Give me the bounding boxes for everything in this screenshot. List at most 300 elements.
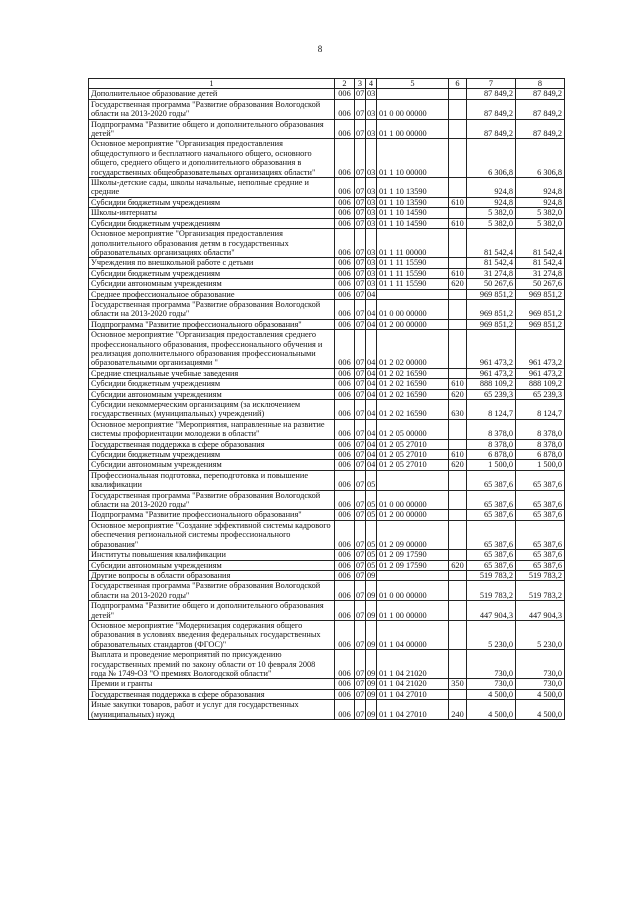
- table-row: [89, 550, 565, 560]
- cell-c7: 31 274,8: [467, 268, 516, 278]
- table-row: [89, 620, 565, 649]
- cell-c5: [377, 470, 449, 490]
- cell-c4: 03: [366, 99, 377, 119]
- table-row: [89, 330, 565, 369]
- cell-c4: 09: [366, 601, 377, 621]
- cell-c3: 07: [355, 700, 366, 720]
- cell-c7: 5 382,0: [467, 218, 516, 228]
- cell-c6: [449, 119, 467, 139]
- table-row: [89, 89, 565, 99]
- cell-c8: 6 878,0: [516, 450, 565, 460]
- cell-name: Основное мероприятие "Мероприятия, направленные на развитие системы профориентации молодежи в области": [89, 419, 335, 439]
- budget-table: [88, 78, 565, 720]
- cell-c7: 519 783,2: [467, 570, 516, 580]
- cell-c6: [449, 490, 467, 510]
- cell-c3: 07: [355, 470, 366, 490]
- cell-c2: 006: [335, 99, 355, 119]
- cell-c3: 07: [355, 400, 366, 420]
- cell-c5: 01 1 04 21020: [377, 679, 449, 689]
- cell-c3: 07: [356, 218, 365, 228]
- cell-c2: 006: [335, 139, 355, 178]
- cell-c8: 65 387,6: [516, 560, 565, 570]
- cell-c4: 05: [366, 520, 377, 549]
- cell-c3: 07: [356, 289, 365, 299]
- cell-c5: 01 2 02 16590: [377, 400, 449, 420]
- cell-c7: 87 849,2: [467, 99, 516, 119]
- cell-c2: 006: [335, 89, 355, 99]
- cell-c4: 04: [367, 450, 376, 460]
- cell-c7: 65 239,3: [467, 389, 516, 399]
- cell-c3: 07: [355, 229, 366, 258]
- cell-c8: 924,8: [516, 178, 565, 198]
- cell-c2: 006: [335, 520, 355, 549]
- cell-name: Основное мероприятие "Создание эффективной системы кадрового обеспечения региональной системы профессионального образования": [89, 520, 335, 549]
- cell-c2: 006: [335, 510, 355, 520]
- cell-c8: 65 387,6: [516, 470, 565, 490]
- cell-c4: 09: [367, 689, 376, 699]
- cell-c4: 03: [367, 268, 376, 278]
- cell-c3: 07: [356, 268, 365, 278]
- cell-c8: 730,0: [516, 650, 565, 679]
- cell-c6: [449, 229, 467, 258]
- cell-c8: 730,0: [516, 679, 565, 689]
- cell-c7: 5 230,0: [467, 620, 516, 649]
- cell-c7: 8 378,0: [467, 419, 516, 439]
- cell-name: Субсидии некоммерческим организациям (за исключением государственных (муниципальных) учреждений): [89, 400, 335, 420]
- cell-c3: 07: [356, 689, 365, 699]
- cell-c8: 961 473,2: [516, 330, 565, 369]
- table-body: [89, 89, 565, 720]
- cell-c7: 65 387,6: [467, 470, 516, 490]
- cell-c5: 01 2 05 27010: [377, 460, 449, 470]
- cell-c8: 87 849,2: [516, 119, 565, 139]
- cell-name: Профессиональная подготовка, переподготовка и повышение квалификации: [89, 470, 335, 490]
- table-row: [89, 450, 565, 460]
- cell-c7: 8 378,0: [467, 439, 516, 449]
- cell-c7: 519 783,2: [467, 581, 516, 601]
- cell-c3: 07: [355, 139, 366, 178]
- cell-c3: 07: [355, 99, 366, 119]
- cell-name: Основное мероприятие "Организация предоставления общедоступного и бесплатного начального общего, основного общего, среднего общего и дополнительного образования в государственных общеобразовательных организациях области": [89, 139, 335, 178]
- cell-c2: 006: [335, 581, 355, 601]
- cell-c8: 924,8: [516, 197, 565, 207]
- cell-name: Подпрограмма "Развитие общего и дополнительного образования детей": [89, 119, 335, 139]
- cell-c6: 620: [449, 560, 467, 570]
- cell-c5: 01 1 11 15590: [377, 258, 449, 268]
- cell-c5: 01 2 00 00000: [377, 319, 449, 329]
- table-row: [89, 268, 565, 278]
- cell-c4: 03: [367, 218, 376, 228]
- cell-c6: [449, 650, 467, 679]
- cell-c8: 519 783,2: [516, 570, 565, 580]
- cell-c8: 65 387,6: [516, 510, 565, 520]
- cell-c4: 09: [366, 650, 377, 679]
- table-row: [89, 119, 565, 139]
- cell-c2: 006: [335, 119, 355, 139]
- cell-c2: 006: [335, 460, 355, 470]
- cell-c7: 961 473,2: [467, 368, 516, 378]
- cell-c7: 4 500,0: [467, 689, 516, 699]
- table-row: [89, 400, 565, 420]
- cell-c4: 04: [366, 419, 377, 439]
- cell-c6: 350: [449, 679, 467, 689]
- cell-c8: 969 851,2: [516, 289, 565, 299]
- cell-name: Государственная поддержка в сфере образования: [89, 689, 335, 699]
- header-cell: 5: [377, 79, 449, 89]
- cell-name: Субсидии бюджетным учреждениям: [89, 268, 335, 278]
- cell-c4: 03: [367, 89, 376, 99]
- cell-c4: 03: [366, 119, 377, 139]
- cell-c7: 8 124,7: [467, 400, 516, 420]
- cell-c6: [449, 510, 467, 520]
- cell-c3: 07: [356, 197, 365, 207]
- cell-c7: 447 904,3: [467, 601, 516, 621]
- cell-c7: 969 851,2: [467, 289, 516, 299]
- cell-name: Институты повышения квалификации: [89, 550, 335, 560]
- table-row: [89, 218, 565, 228]
- cell-c3: 07: [355, 650, 366, 679]
- cell-c5: 01 0 00 00000: [377, 299, 449, 319]
- cell-name: Государственная программа "Развитие образования Вологодской области на 2013-2020 годы": [89, 299, 335, 319]
- cell-c3: 07: [356, 570, 365, 580]
- cell-c8: 65 387,6: [516, 490, 565, 510]
- cell-c2: 006: [335, 299, 355, 319]
- table-row: [89, 289, 565, 299]
- cell-c6: [449, 689, 467, 699]
- cell-c5: 01 1 04 21020: [377, 650, 449, 679]
- cell-c5: 01 1 10 00000: [377, 139, 449, 178]
- cell-c8: 969 851,2: [516, 319, 565, 329]
- table-row: [89, 700, 565, 720]
- cell-c3: 07: [355, 601, 366, 621]
- table-row: [89, 689, 565, 699]
- cell-c6: [449, 99, 467, 119]
- cell-c4: 04: [367, 439, 376, 449]
- cell-c7: 961 473,2: [467, 330, 516, 369]
- cell-c4: 04: [367, 389, 376, 399]
- cell-c8: 969 851,2: [516, 299, 565, 319]
- cell-c3: 07: [356, 679, 365, 689]
- cell-c2: 006: [335, 197, 355, 207]
- cell-c7: 924,8: [467, 178, 516, 198]
- page-number: 8: [317, 44, 323, 54]
- cell-c4: 09: [367, 570, 376, 580]
- cell-c4: 09: [366, 620, 377, 649]
- cell-c6: [449, 439, 467, 449]
- cell-c6: 240: [449, 700, 467, 720]
- cell-c5: 01 2 09 00000: [377, 520, 449, 549]
- cell-c6: [449, 620, 467, 649]
- cell-c5: 01 1 10 14590: [377, 218, 449, 228]
- cell-c8: 81 542,4: [516, 258, 565, 268]
- header-cell: 1: [89, 79, 335, 89]
- cell-c4: 03: [367, 258, 376, 268]
- cell-c2: 006: [335, 560, 355, 570]
- cell-c2: 006: [335, 550, 355, 560]
- cell-c4: 03: [366, 139, 377, 178]
- table-row: [89, 99, 565, 119]
- cell-c3: 07: [355, 581, 366, 601]
- cell-c7: 81 542,4: [467, 229, 516, 258]
- cell-c2: 006: [335, 379, 355, 389]
- cell-c5: 01 1 10 13590: [377, 197, 449, 207]
- cell-c2: 006: [335, 470, 355, 490]
- cell-c8: 1 500,0: [516, 460, 565, 470]
- cell-c3: 07: [356, 258, 365, 268]
- cell-c7: 6 878,0: [467, 450, 516, 460]
- table-row: [89, 581, 565, 601]
- cell-name: Субсидии бюджетным учреждениям: [89, 379, 335, 389]
- cell-c4: 04: [367, 379, 376, 389]
- cell-c3: 07: [356, 89, 365, 99]
- cell-c8: 5 382,0: [516, 208, 565, 218]
- cell-name: Основное мероприятие "Модернизация содержания общего образования в условиях введения федеральных государственных образовательных стандартов (ФГОС)": [89, 620, 335, 649]
- cell-name: Субсидии бюджетным учреждениям: [89, 218, 335, 228]
- cell-c6: 610: [449, 197, 467, 207]
- cell-c8: 4 500,0: [516, 689, 565, 699]
- cell-c8: 8 378,0: [516, 419, 565, 439]
- cell-c6: [449, 550, 467, 560]
- cell-c3: 07: [355, 520, 366, 549]
- cell-name: Субсидии бюджетным учреждениям: [89, 197, 335, 207]
- cell-c5: 01 1 04 00000: [377, 620, 449, 649]
- cell-c8: 447 904,3: [516, 601, 565, 621]
- cell-c3: 07: [356, 560, 365, 570]
- cell-c5: 01 0 00 00000: [377, 490, 449, 510]
- cell-name: Основное мероприятие "Организация предоставления среднего профессионального образования, профессионального обучения и реализация дополнительного образования профессиональными образовательными организациями ": [89, 330, 335, 369]
- header-cell: 4: [366, 79, 377, 89]
- table-row: [89, 389, 565, 399]
- cell-c6: 610: [449, 268, 467, 278]
- table-row: [89, 601, 565, 621]
- cell-c5: 01 1 10 14590: [377, 208, 449, 218]
- cell-c8: 50 267,6: [516, 279, 565, 289]
- cell-c6: [449, 299, 467, 319]
- cell-name: Иные закупки товаров, работ и услуг для государственных (муниципальных) нужд: [89, 700, 335, 720]
- header-cell: 2: [335, 79, 355, 89]
- cell-name: Государственная программа "Развитие образования Вологодской области на 2013-2020 годы": [89, 490, 335, 510]
- cell-c7: 4 500,0: [467, 700, 516, 720]
- table-row: [89, 679, 565, 689]
- cell-c5: 01 1 11 15590: [377, 279, 449, 289]
- cell-c4: 03: [366, 229, 377, 258]
- cell-c3: 07: [355, 119, 366, 139]
- cell-c2: 006: [335, 620, 355, 649]
- cell-c6: [449, 368, 467, 378]
- cell-c5: 01 2 09 17590: [377, 560, 449, 570]
- cell-c4: 03: [367, 197, 376, 207]
- cell-c8: 888 109,2: [516, 379, 565, 389]
- cell-name: Основное мероприятие "Организация предоставления дополнительного образования детям в государственных образовательных организациях области": [89, 229, 335, 258]
- cell-c4: 09: [367, 679, 376, 689]
- cell-c7: 924,8: [467, 197, 516, 207]
- cell-c5: 01 2 05 00000: [377, 419, 449, 439]
- cell-c2: 006: [335, 258, 355, 268]
- cell-c8: 6 306,8: [516, 139, 565, 178]
- cell-c3: 07: [355, 330, 366, 369]
- cell-c6: [449, 520, 467, 549]
- table-row: [89, 439, 565, 449]
- cell-c6: [449, 419, 467, 439]
- cell-c3: 07: [356, 368, 365, 378]
- cell-c8: 87 849,2: [516, 99, 565, 119]
- cell-c7: 730,0: [467, 679, 516, 689]
- cell-c8: 65 387,6: [516, 550, 565, 560]
- cell-c2: 006: [335, 368, 355, 378]
- cell-c7: 81 542,4: [467, 258, 516, 268]
- cell-c4: 03: [367, 279, 376, 289]
- table-row: [89, 319, 565, 329]
- cell-name: Субсидии автономным учреждениям: [89, 389, 335, 399]
- cell-name: Выплата и проведение мероприятий по присуждению государственных премий по закону области от 10 февраля 2008 года № 1749-ОЗ "О премиях Вологодской области": [89, 650, 335, 679]
- cell-c7: 50 267,6: [467, 279, 516, 289]
- cell-name: Субсидии автономным учреждениям: [89, 460, 335, 470]
- table-header: [89, 79, 565, 89]
- table-row: [89, 368, 565, 378]
- cell-name: Подпрограмма "Развитие общего и дополнительного образования детей": [89, 601, 335, 621]
- cell-c6: [449, 570, 467, 580]
- cell-c7: 87 849,2: [467, 89, 516, 99]
- cell-c2: 006: [335, 178, 355, 198]
- cell-c4: 04: [367, 289, 376, 299]
- cell-name: Средние специальные учебные заведения: [89, 368, 335, 378]
- cell-c5: 01 1 00 00000: [377, 119, 449, 139]
- cell-c7: 888 109,2: [467, 379, 516, 389]
- cell-c2: 006: [335, 450, 355, 460]
- cell-c2: 006: [335, 679, 355, 689]
- cell-c8: 81 542,4: [516, 229, 565, 258]
- cell-c2: 006: [335, 268, 355, 278]
- cell-c6: 610: [449, 218, 467, 228]
- cell-c6: 610: [449, 450, 467, 460]
- cell-c5: 01 2 05 27010: [377, 450, 449, 460]
- cell-c2: 006: [335, 330, 355, 369]
- cell-c4: 05: [366, 470, 377, 490]
- cell-c3: 07: [356, 379, 365, 389]
- header-cell: 7: [467, 79, 516, 89]
- cell-c6: [449, 178, 467, 198]
- cell-c7: 87 849,2: [467, 119, 516, 139]
- cell-c5: 01 1 04 27010: [377, 689, 449, 699]
- cell-name: Премии и гранты: [89, 679, 335, 689]
- cell-c6: 630: [449, 400, 467, 420]
- cell-c6: 620: [449, 460, 467, 470]
- cell-name: Государственная поддержка в сфере образования: [89, 439, 335, 449]
- cell-c5: [377, 89, 449, 99]
- cell-c6: [449, 289, 467, 299]
- cell-c3: 07: [356, 510, 365, 520]
- cell-c6: [449, 89, 467, 99]
- cell-c5: 01 1 11 00000: [377, 229, 449, 258]
- cell-c3: 07: [356, 319, 365, 329]
- cell-c6: 610: [449, 379, 467, 389]
- header-row: [89, 79, 565, 89]
- cell-name: Школы-детские сады, школы начальные, неполные средние и средние: [89, 178, 335, 198]
- cell-name: Подпрограмма "Развитие профессионального образования": [89, 319, 335, 329]
- cell-c2: 006: [335, 650, 355, 679]
- table-row: [89, 560, 565, 570]
- cell-c2: 006: [335, 279, 355, 289]
- cell-c2: 006: [335, 439, 355, 449]
- cell-c8: 5 230,0: [516, 620, 565, 649]
- cell-c3: 07: [356, 460, 365, 470]
- table-row: [89, 208, 565, 218]
- cell-c4: 09: [366, 581, 377, 601]
- cell-c3: 07: [355, 419, 366, 439]
- cell-c2: 006: [335, 389, 355, 399]
- cell-c3: 07: [356, 550, 365, 560]
- cell-c5: [377, 570, 449, 580]
- cell-c7: 6 306,8: [467, 139, 516, 178]
- cell-c4: 03: [366, 178, 377, 198]
- cell-c3: 07: [356, 279, 365, 289]
- cell-c5: 01 1 00 00000: [377, 601, 449, 621]
- table-row: [89, 258, 565, 268]
- cell-name: Дополнительное образование детей: [89, 89, 335, 99]
- cell-c3: 07: [356, 439, 365, 449]
- cell-name: Субсидии автономным учреждениям: [89, 560, 335, 570]
- cell-c2: 006: [335, 208, 355, 218]
- cell-c5: 01 2 00 00000: [377, 510, 449, 520]
- cell-c6: [449, 330, 467, 369]
- header-cell: 8: [516, 79, 565, 89]
- cell-c8: 65 387,6: [516, 520, 565, 549]
- cell-c6: 620: [449, 389, 467, 399]
- cell-c5: 01 2 02 16590: [377, 389, 449, 399]
- cell-c4: 03: [367, 208, 376, 218]
- cell-c4: 09: [366, 700, 377, 720]
- header-cell: 3: [355, 79, 366, 89]
- cell-c2: 006: [335, 689, 355, 699]
- cell-c8: 5 382,0: [516, 218, 565, 228]
- cell-c3: 07: [356, 450, 365, 460]
- cell-c4: 04: [366, 299, 377, 319]
- cell-c8: 8 378,0: [516, 439, 565, 449]
- cell-c2: 006: [335, 700, 355, 720]
- cell-name: Среднее профессиональное образование: [89, 289, 335, 299]
- cell-c2: 006: [335, 229, 355, 258]
- cell-c6: [449, 601, 467, 621]
- cell-c2: 006: [335, 319, 355, 329]
- cell-c4: 04: [367, 319, 376, 329]
- cell-c3: 07: [355, 299, 366, 319]
- cell-name: Государственная программа "Развитие образования Вологодской области на 2013-2020 годы": [89, 99, 335, 119]
- cell-c6: [449, 139, 467, 178]
- table-row: [89, 510, 565, 520]
- cell-c4: 05: [367, 560, 376, 570]
- table-row: [89, 490, 565, 510]
- cell-c2: 006: [335, 490, 355, 510]
- cell-name: Другие вопросы в области образования: [89, 570, 335, 580]
- table-row: [89, 178, 565, 198]
- cell-c6: [449, 208, 467, 218]
- cell-c5: 01 0 00 00000: [377, 99, 449, 119]
- header-cell: 6: [449, 79, 467, 89]
- cell-c5: 01 2 02 16590: [377, 368, 449, 378]
- table-row: [89, 650, 565, 679]
- cell-name: Государственная программа "Развитие образования Вологодской области на 2013-2020 годы": [89, 581, 335, 601]
- cell-c5: 01 2 02 00000: [377, 330, 449, 369]
- cell-c8: 4 500,0: [516, 700, 565, 720]
- cell-name: Субсидии автономным учреждениям: [89, 279, 335, 289]
- cell-c6: [449, 319, 467, 329]
- cell-c4: 04: [366, 400, 377, 420]
- cell-c7: 65 387,6: [467, 550, 516, 560]
- cell-c5: 01 1 11 15590: [377, 268, 449, 278]
- table-row: [89, 139, 565, 178]
- table-row: [89, 229, 565, 258]
- table-row: [89, 460, 565, 470]
